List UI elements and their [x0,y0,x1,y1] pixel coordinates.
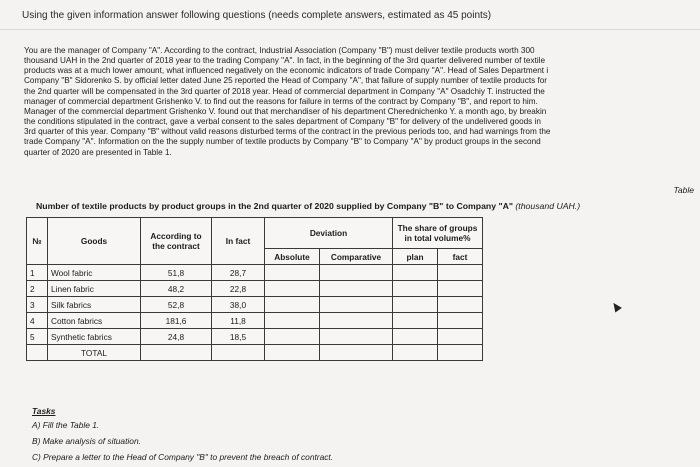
paragraph-line: the conditions stipulated in the contract, gave a verbal consent to the sales department of Company "B" for delivery of the undelivered goods in [24,117,541,127]
table-title-text: Number of textile products by product groups in the 2nd quarter of 2020 supplied by Company "B" to Company "A" [36,201,513,211]
row-plan-share[interactable] [393,329,438,345]
row-goods: Silk fabrics [48,297,141,313]
row-goods: Linen fabric [48,281,141,297]
row-fact: 11,8 [212,313,265,329]
row-comparative[interactable] [320,313,393,329]
paragraph-line: quarter of 2020 are presented in Table 1. [24,147,172,157]
col-header-no: № [27,218,48,265]
row-fact: 38,0 [212,297,265,313]
row-fact: 22,8 [212,281,265,297]
col-header-comparative: Comparative [320,249,393,265]
instructions-header: Using the given information answer following questions (needs complete answers, estimated as 45 points) [22,10,492,21]
row-fact-share[interactable] [438,313,483,329]
row-no: 2 [27,281,48,297]
row-comparative[interactable] [320,329,393,345]
table-row [27,297,483,313]
paragraph-line: trade Company "A". Information on the the supply number of textile products by Company "B" to Company "A" by product groups in the second [24,137,541,147]
row-plan-share[interactable] [393,297,438,313]
col-header-goods: Goods [48,218,141,265]
total-fact[interactable] [212,345,265,361]
table-title [36,201,580,211]
row-goods: Wool fabric [48,265,141,281]
row-contract: 52,8 [141,297,212,313]
total-contract[interactable] [141,345,212,361]
total-fact-share[interactable] [438,345,483,361]
row-contract: 181,6 [141,313,212,329]
row-fact: 28,7 [212,265,265,281]
col-header-deviation: Deviation [265,218,393,249]
tasks-section [32,405,333,465]
task-item: B) Make analysis of situation. [32,436,141,446]
row-absolute[interactable] [265,265,320,281]
row-no: 5 [27,329,48,345]
row-fact: 18,5 [212,329,265,345]
col-header-absolute: Absolute [265,249,320,265]
row-fact-share[interactable] [438,329,483,345]
table-unit: (thousand UAH.) [515,201,581,211]
col-header-plan: plan [393,249,438,265]
row-plan-share[interactable] [393,313,438,329]
row-contract: 48,2 [141,281,212,297]
case-paragraph [24,46,700,158]
row-absolute[interactable] [265,281,320,297]
paragraph-line: products was at a much lower amount, what influenced negatively on the economic indicators of trade Company "A". Head of Sales Department i [24,66,549,76]
row-absolute[interactable] [265,297,320,313]
total-label: TOTAL [48,345,141,361]
divider [0,29,700,30]
row-comparative[interactable] [320,265,393,281]
col-header-fact: fact [438,249,483,265]
task-item: A) Fill the Table 1. [32,420,100,430]
total-plan-share[interactable] [393,345,438,361]
paragraph-line: thousand UAH in the 2nd quarter of 2018 year to the trading Company "A". In fact, in the beginning of the 3rd quarter delivered number of textile [24,56,546,66]
total-comparative[interactable] [320,345,393,361]
mouse-pointer-icon [610,301,622,313]
table-label: Table [673,185,694,195]
paragraph-line: Company "B" Sidorenko S. by official letter dated June 25 reported the Head of Company "A", that failure of supply number of textile products for [24,76,548,86]
row-plan-share[interactable] [393,265,438,281]
paragraph-line: You are the manager of Company "A". According to the contract, Industrial Association (Company "B") must deliver textile products worth 300 [24,46,535,55]
row-goods: Cotton fabrics [48,313,141,329]
table-row [27,265,483,281]
paragraph-line: 3rd quarter of this year. Company "B" without valid reasons disturbed terms of the contract in the previous periods too, and had warnings from the [24,127,551,137]
data-table [26,217,483,361]
row-no: 4 [27,313,48,329]
row-comparative[interactable] [320,281,393,297]
row-fact-share[interactable] [438,297,483,313]
paragraph-line: manager of commercial department Grishenko V. to find out the reasons for failure in terms of the contract by Company "B", and report to him. [24,96,538,106]
row-goods: Synthetic fabrics [48,329,141,345]
task-item: C) Prepare a letter to the Head of Company "B" to prevent the breach of contract. [32,452,334,462]
row-absolute[interactable] [265,313,320,329]
paragraph-line: Manager of the commercial department Grishenko V. found out that merchandiser of his department Cherednichenko Y. a month ago, by breakin [24,106,547,116]
row-contract: 24,8 [141,329,212,345]
total-row [27,345,483,361]
total-no [27,345,48,361]
row-absolute[interactable] [265,329,320,345]
table-row [27,329,483,345]
row-contract: 51,8 [141,265,212,281]
total-absolute[interactable] [265,345,320,361]
tasks-title: Tasks [32,406,56,416]
row-fact-share[interactable] [438,265,483,281]
row-plan-share[interactable] [393,281,438,297]
col-header-according: According to the contract [141,218,212,265]
paragraph-line: the 2nd quarter will be compensated in the 3rd quarter of 2018 year. Head of commercial department in Company "A" Osadchiy T. instructed the [24,86,545,96]
col-header-share: The share of groups in total volume% [393,218,483,249]
row-no: 1 [27,265,48,281]
row-fact-share[interactable] [438,281,483,297]
row-no: 3 [27,297,48,313]
table-row [27,281,483,297]
row-comparative[interactable] [320,297,393,313]
table-row [27,313,483,329]
col-header-in-fact: In fact [212,218,265,265]
